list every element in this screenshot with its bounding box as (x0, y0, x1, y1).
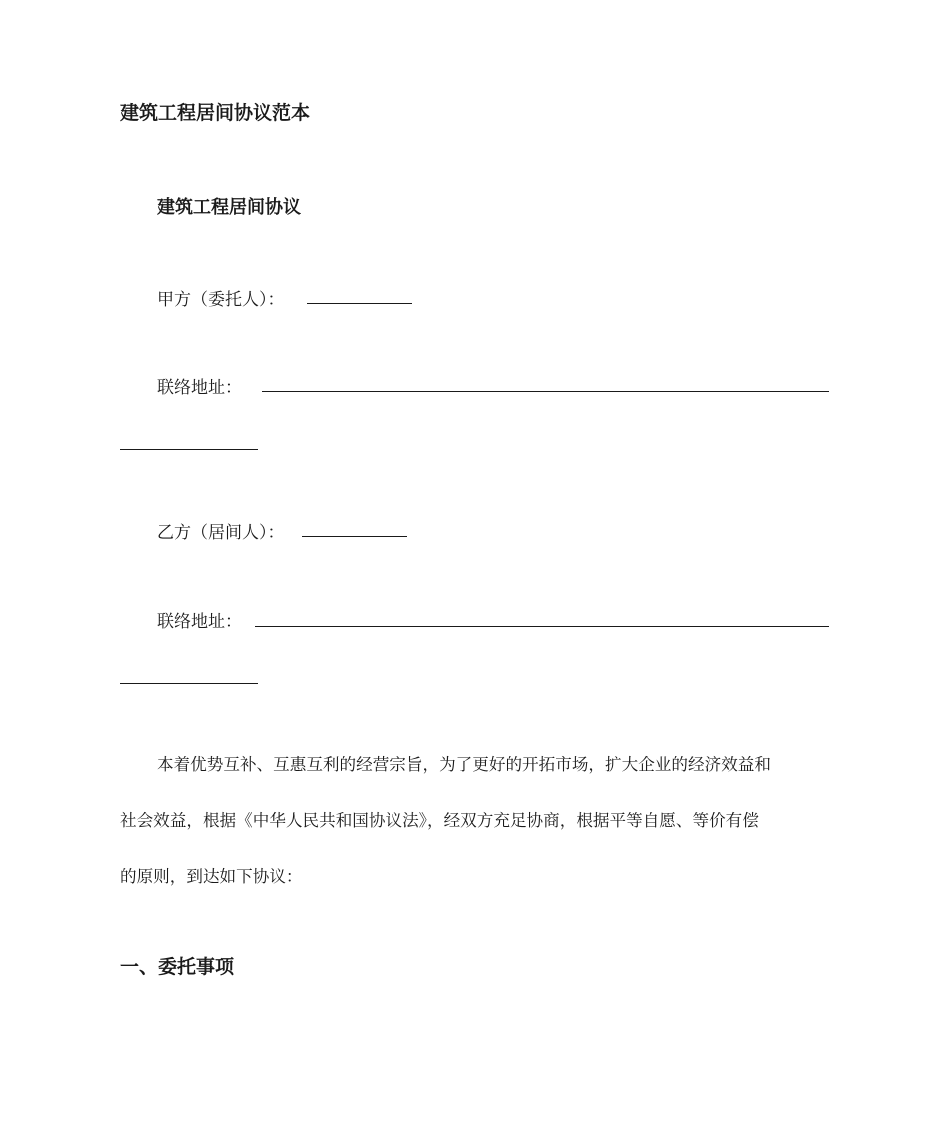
party-b-label: 乙方（居间人）： (157, 523, 285, 543)
party-b-blank-line[interactable] (302, 536, 407, 537)
document-title: 建筑工程居间协议范本 (120, 102, 311, 124)
party-a-label: 甲方（委托人）： (157, 290, 285, 310)
party-b-address-blank-line[interactable] (255, 626, 829, 627)
party-a-address-label: 联络地址： (157, 378, 242, 398)
agreement-heading: 建筑工程居间协议 (157, 197, 301, 218)
preamble-line-2: 社会效益，根据《中华人民共和国协议法》，经双方充足协商，根据平等自愿、等价有偿 (120, 811, 759, 830)
party-a-address-blank-line-continued[interactable] (120, 449, 258, 450)
preamble-line-1: 本着优势互补、互惠互利的经营宗旨，为了更好的开拓市场，扩大企业的经济效益和 (157, 755, 771, 774)
section-1-heading: 一、委托事项 (120, 956, 235, 978)
party-b-address-blank-line-continued[interactable] (120, 683, 258, 684)
party-a-blank-line[interactable] (307, 303, 412, 304)
party-a-address-blank-line[interactable] (262, 391, 829, 392)
party-b-address-label: 联络地址： (157, 612, 242, 632)
preamble-line-3: 的原则，到达如下协议： (120, 867, 303, 886)
